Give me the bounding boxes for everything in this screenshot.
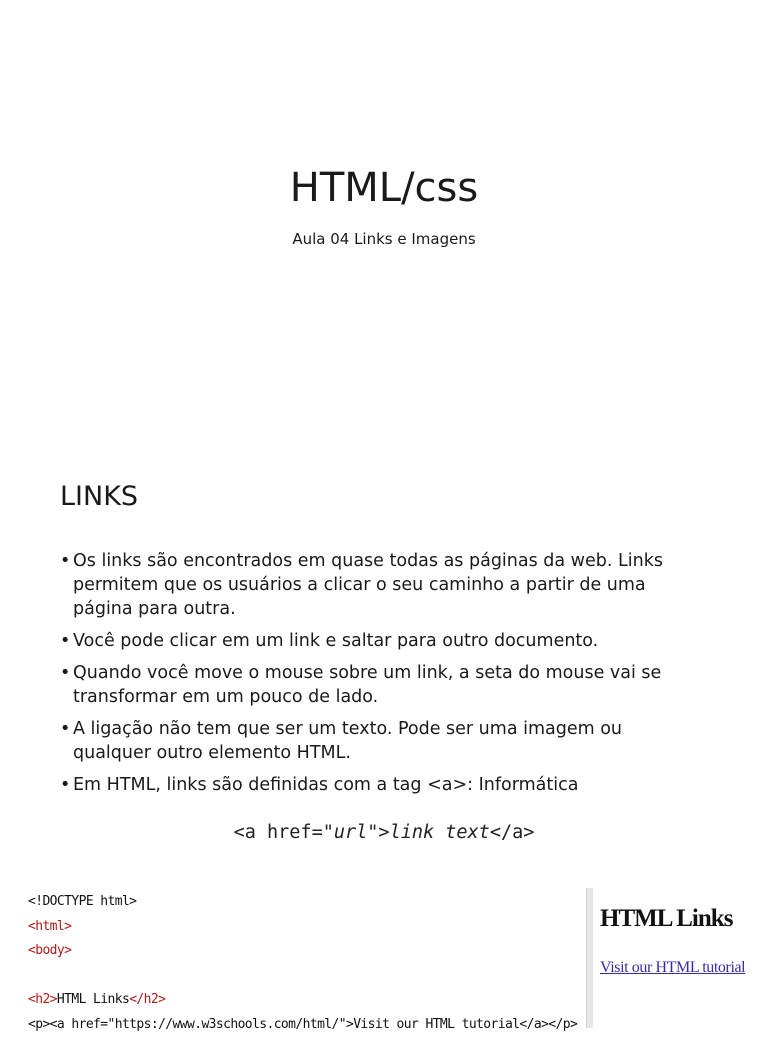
syntax-url: url (334, 822, 367, 843)
title-slide (0, 0, 768, 445)
code-line (28, 890, 584, 915)
syntax-open: <a href=" (234, 822, 334, 843)
slide-title: HTML/css (0, 165, 768, 211)
bullet-text: Você pode clicar em um link e saltar para outro documento. (73, 631, 598, 651)
list-item (60, 661, 700, 709)
code-last-line: <p><a href="https://www.w3schools.com/html/">Visit our HTML tutorial</a></p> (28, 1017, 577, 1032)
code-line (28, 1013, 584, 1037)
code-editor-screenshot (28, 890, 584, 1030)
browser-preview (600, 905, 768, 1025)
bullet-text: Os links são encontrados em quase todas as páginas da web. Links permitem que os usuários a clicar o seu caminho a partir de uma página para outra. (73, 551, 663, 619)
bullet-icon: • (60, 629, 70, 653)
syntax-mid: "> (367, 822, 389, 843)
slide-subtitle: Aula 04 Links e Imagens (0, 230, 768, 248)
panel-divider (586, 888, 593, 1028)
anchor-syntax-example (0, 822, 768, 843)
section-heading: LINKS (60, 481, 138, 512)
code-line (28, 915, 584, 940)
list-item (60, 549, 700, 621)
list-item (60, 717, 700, 765)
list-item (60, 629, 700, 653)
syntax-link-text: link text (390, 822, 490, 843)
code-h2-close: </h2> (129, 992, 165, 1007)
code-h2-text: HTML Links (57, 992, 129, 1007)
code-html-tag: <html> (28, 919, 71, 934)
links-slide (0, 445, 768, 1024)
bullet-icon: • (60, 661, 70, 685)
bullet-text: Quando você move o mouse sobre um link, a seta do mouse vai se transformar em um pouco de lado. (73, 663, 661, 707)
bullet-icon: • (60, 549, 70, 573)
bullet-icon: • (60, 717, 70, 741)
preview-heading: HTML Links (600, 905, 768, 933)
preview-link[interactable]: Visit our HTML tutorial (600, 959, 745, 976)
bullet-icon: • (60, 773, 70, 797)
bullet-list (60, 549, 700, 805)
code-line (28, 988, 584, 1013)
code-body-tag: <body> (28, 943, 71, 958)
syntax-close: </a> (490, 822, 535, 843)
code-doctype: <!DOCTYPE html> (28, 894, 136, 909)
bullet-text: A ligação não tem que ser um texto. Pode ser uma imagem ou qualquer outro elemento HTML. (73, 719, 622, 763)
code-line-blank (28, 964, 584, 989)
list-item (60, 773, 700, 797)
code-h2-open: <h2> (28, 992, 57, 1007)
code-line (28, 939, 584, 964)
bullet-text: Em HTML, links são definidas com a tag <a>: Informática (73, 775, 578, 795)
